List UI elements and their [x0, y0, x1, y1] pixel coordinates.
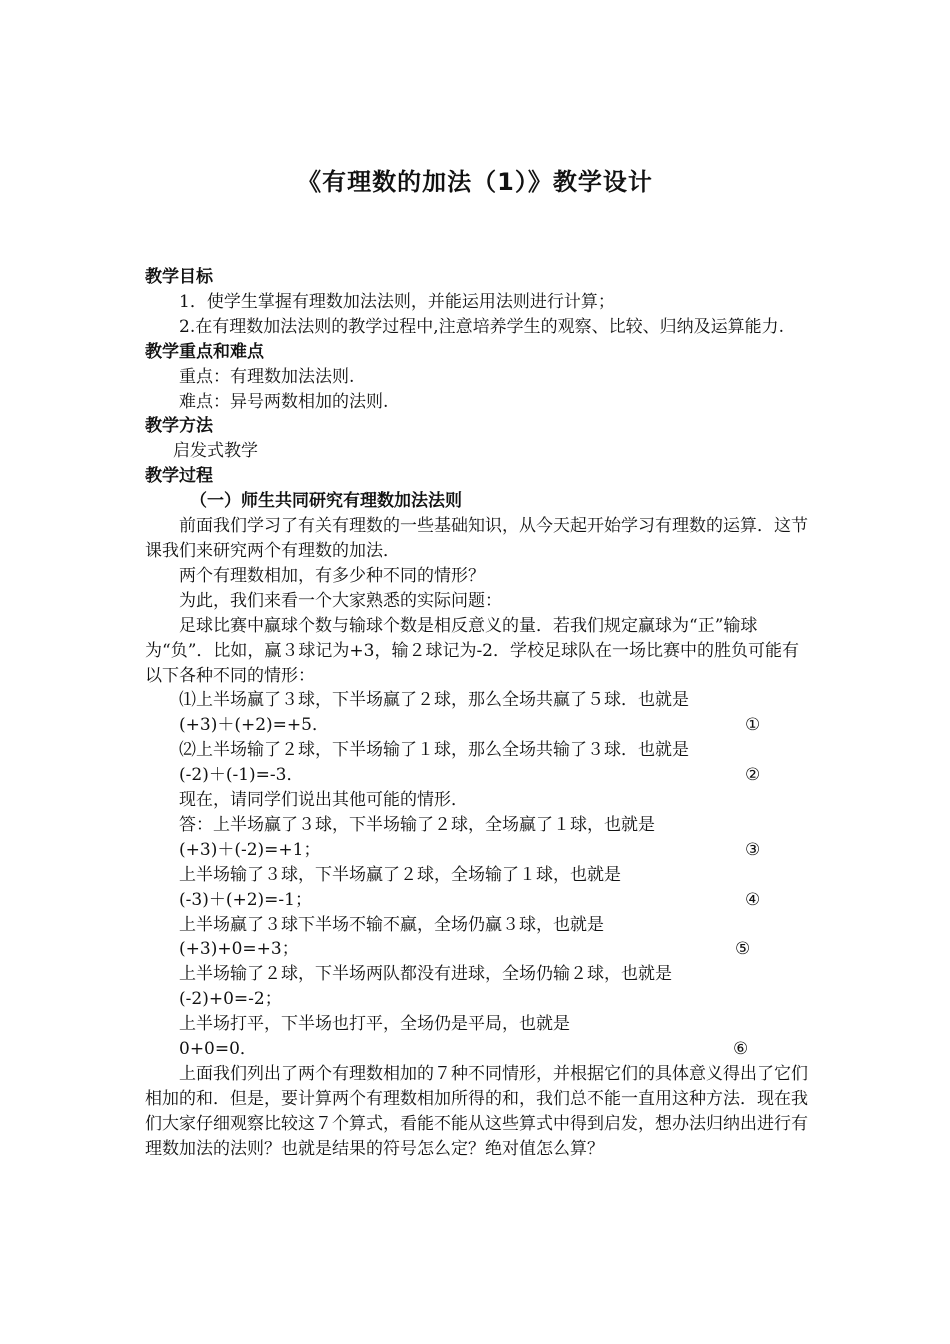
paragraph-football: 足球比赛中赢球个数与输球个数是相反意义的量．若我们规定赢球为“正”输球为“负”．比如，赢３球记为+3，输２球记为-2．学校足球队在一场比赛中的胜负可能有以下各种不同的情形： — [145, 615, 800, 686]
answer-3-text: 上半场赢了３球下半场不输不赢，全场仍赢３球，也就是 — [179, 914, 604, 935]
equation-number: ④ — [745, 889, 761, 910]
equation: (+3)＋(-2)=+1； — [179, 839, 321, 860]
equation: (+3)＋(+2)=+5． — [179, 715, 329, 736]
equation-row — [145, 763, 810, 788]
heading-key-points: 教学重点和难点 — [145, 341, 264, 362]
equation-row — [145, 1037, 810, 1062]
case-2-text: ⑵上半场输了２球，下半场输了１球，那么全场共输了３球．也就是 — [179, 740, 689, 761]
equation-number: ① — [745, 715, 761, 736]
equation: (-2)+0=-2； — [179, 989, 282, 1010]
paragraph-closing: 上面我们列出了两个有理数相加的７种不同情形，并根据它们的具体意义得出了它们相加的和．但是，要计算两个有理数相加所得的和，我们总不能一直用这种方法．现在我们大家仔细观察比较这７个算式，看能不能从这些算式中得到启发，想办法归纳出进行有理数加法的法则？也就是结果的符号怎么定？绝对值怎么算？ — [145, 1064, 808, 1159]
equation-row — [145, 838, 810, 863]
answer-5-text: 上半场打平，下半场也打平，全场仍是平局，也就是 — [179, 1014, 570, 1035]
subheading-process-1: （一）师生共同研究有理数加法法则 — [190, 491, 462, 512]
heading-method: 教学方法 — [145, 416, 213, 437]
document-title: 《有理数的加法（1）》教学设计 — [297, 168, 653, 196]
equation-number: ⑥ — [733, 1039, 749, 1060]
answer-2-text: 上半场输了３球，下半场赢了２球，全场输了１球，也就是 — [179, 864, 621, 885]
document-body — [145, 265, 810, 1162]
answer-4-text: 上半场输了２球，下半场两队都没有进球，全场仍输２球，也就是 — [179, 964, 672, 985]
equation-row — [145, 987, 810, 1012]
goal-item-1: 1．使学生掌握有理数加法法则，并能运用法则进行计算； — [179, 291, 615, 312]
equation: (-3)＋(+2)=-1； — [179, 889, 312, 910]
equation-number: ③ — [745, 839, 761, 860]
equation-number: ② — [745, 765, 761, 786]
heading-goals: 教学目标 — [145, 267, 213, 287]
equation-number: ⑤ — [735, 939, 751, 960]
paragraph-question: 两个有理数相加，有多少种不同的情形？ — [179, 565, 485, 586]
difficult-point: 难点：异号两数相加的法则. — [179, 391, 389, 412]
equation-row — [145, 937, 810, 962]
case-1-text: ⑴上半场赢了３球，下半场赢了２球，那么全场共赢了５球．也就是 — [179, 690, 689, 711]
heading-process: 教学过程 — [145, 466, 213, 487]
key-point: 重点：有理数加法法则. — [179, 366, 355, 387]
goal-item-2: 2.在有理数加法法则的教学过程中,注意培养学生的观察、比较、归纳及运算能力. — [179, 316, 785, 337]
prompt-text: 现在，请同学们说出其他可能的情形． — [179, 790, 468, 811]
answer-1-text: 答：上半场赢了３球，下半场输了２球，全场赢了１球，也就是 — [179, 814, 655, 835]
method-text: 启发式教学 — [173, 441, 258, 462]
equation: (+3)+0=+3； — [179, 939, 299, 960]
equation-row — [145, 713, 810, 738]
equation: (-2)＋(-1)=-3． — [179, 765, 304, 786]
equation: 0+0=0． — [179, 1039, 257, 1060]
equation-row — [145, 888, 810, 913]
paragraph-intro: 前面我们学习了有关有理数的一些基础知识，从今天起开始学习有理数的运算．这节课我们来研究两个有理数的加法． — [145, 516, 808, 561]
paragraph-problem-lead: 为此，我们来看一个大家熟悉的实际问题： — [179, 590, 502, 611]
